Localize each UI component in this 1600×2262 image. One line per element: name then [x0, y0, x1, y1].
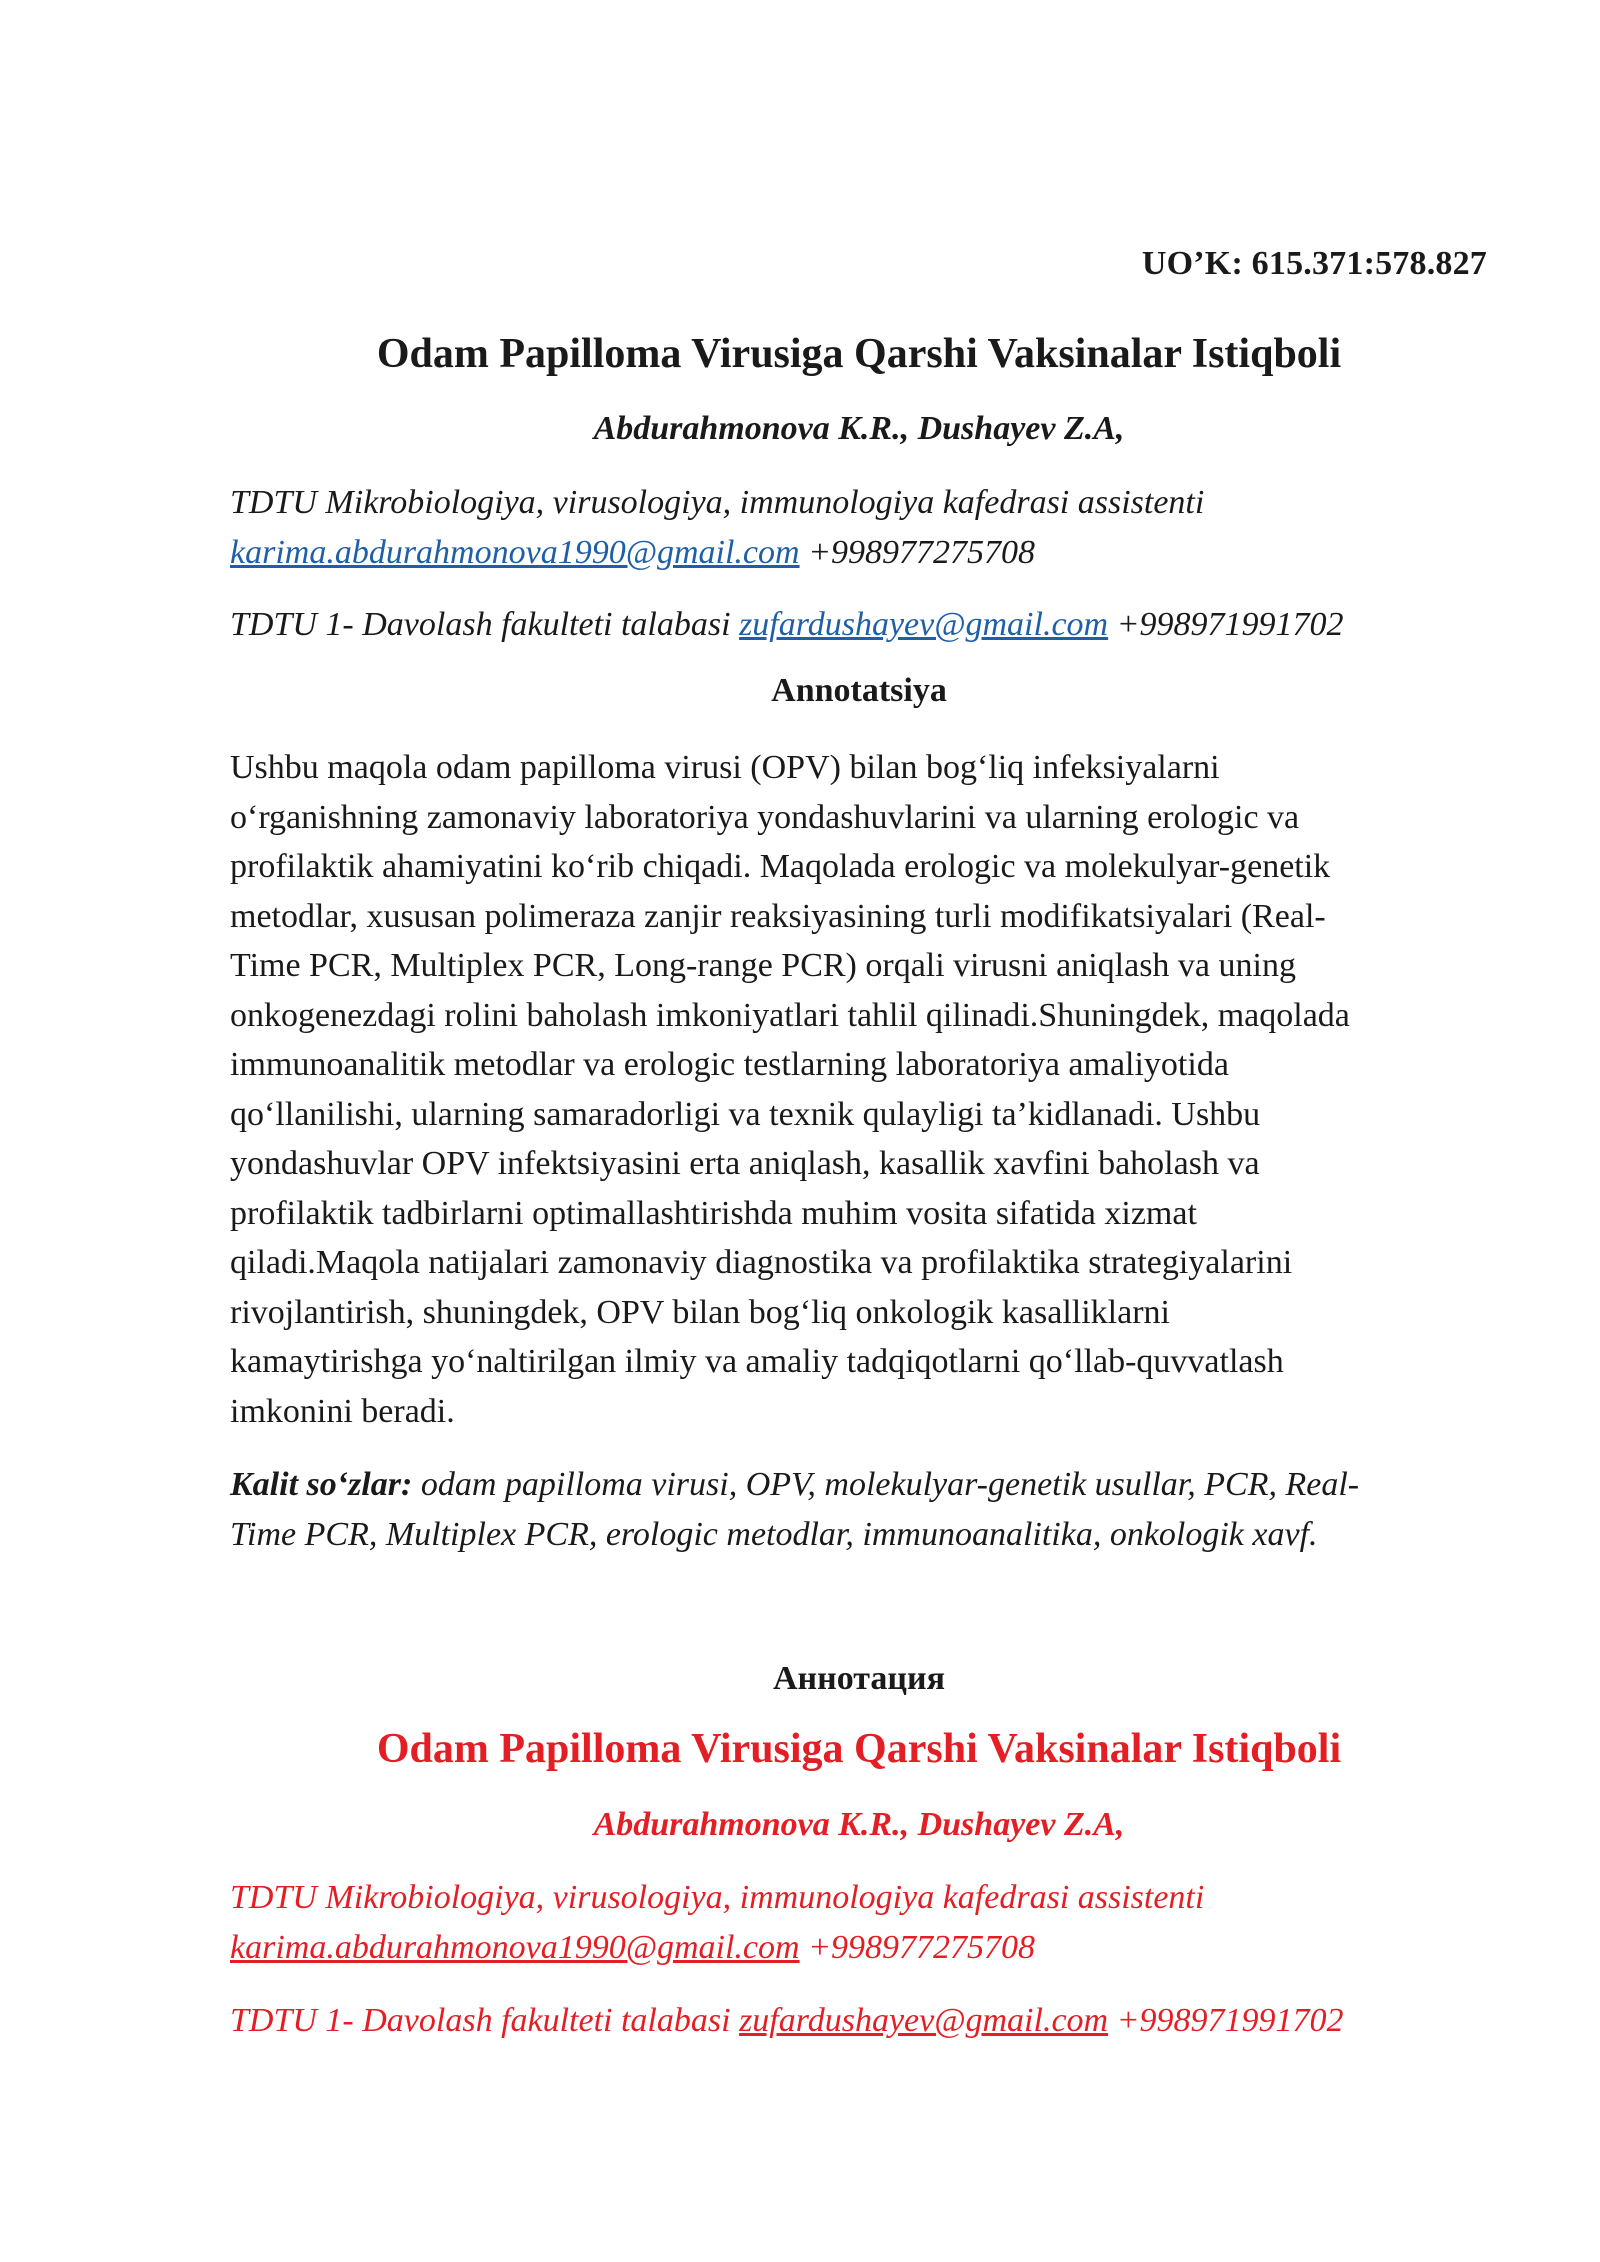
abstract-line: profilaktik tadbirlarni optimallashtirishda muhim vosita sifatida xizmat	[230, 1194, 1197, 1232]
authors-red: Abdurahmonova K.R., Dushayev Z.A,	[593, 1806, 1125, 1843]
affiliation-2-text-red: TDTU 1- Davolash fakulteti talabasi	[230, 2002, 740, 2039]
paper-title: Odam Papilloma Virusiga Qarshi Vaksinalar Istiqboli	[376, 331, 1342, 377]
keywords	[230, 1460, 1488, 1560]
affiliation-2	[230, 600, 1488, 650]
annotation-heading-ru: Аннотация	[773, 1660, 945, 1697]
email-link-2[interactable]: zufardushayev@gmail.com	[739, 606, 1109, 643]
abstract-line: Time PCR, Multiplex PCR, Long-range PCR) orqali virusni aniqlash va uning	[230, 947, 1296, 984]
abstract-line: rivojlantirish, shuningdek, OPV bilan bog‘liq onkologik kasalliklarni	[230, 1293, 1170, 1331]
affiliation-2-text: TDTU 1- Davolash fakulteti talabasi	[230, 606, 740, 643]
affiliation-1-text-red: TDTU Mikrobiologiya, virusologiya, immunologiya kafedrasi assistenti	[230, 1879, 1205, 1916]
keywords-line-1: odam papilloma virusi, OPV, molekulyar-genetik usullar, PCR, Real-	[412, 1466, 1360, 1503]
email-link-2-red[interactable]: zufardushayev@gmail.com	[739, 2002, 1109, 2039]
keywords-label: Kalit so‘zlar:	[230, 1466, 413, 1503]
abstract-line: o‘rganishning zamonaviy laboratoriya yondashuvlarini va ularning erologic va	[230, 798, 1300, 836]
abstract-line: yondashuvlar OPV infektsiyasini erta aniqlash, kasallik xavfini baholash va	[230, 1145, 1260, 1182]
affiliation-2-red	[230, 1996, 1488, 2046]
affiliation-1-red	[230, 1873, 1488, 1973]
phone-1: +998977275708	[799, 534, 1036, 571]
email-link-1[interactable]: karima.abdurahmonova1990@gmail.com	[230, 534, 800, 571]
abstract-line: metodlar, xususan polimeraza zanjir reaksiyasining turli modifikatsiyalari (Real-	[230, 897, 1326, 935]
annotation-heading: Annotatsiya	[771, 672, 947, 709]
abstract-line: qo‘llanilishi, ularning samaradorligi va texnik qulayligi ta’kidlanadi. Ushbu	[230, 1095, 1261, 1133]
abstract-line: kamaytirishga yo‘naltirilgan ilmiy va amaliy tadqiqotlarni qo‘llab-quvvatlash	[230, 1343, 1284, 1380]
udk-code: UO’K: 615.371:578.827	[1141, 245, 1487, 282]
paper-title-red: Odam Papilloma Virusiga Qarshi Vaksinalar Istiqboli	[376, 1726, 1342, 1772]
abstract-line: onkogenezdagi rolini baholash imkoniyatlari tahlil qilinadi.Shuningdek, maqolada	[230, 996, 1350, 1034]
phone-2: +998971991702	[1108, 606, 1344, 643]
email-link-1-red[interactable]: karima.abdurahmonova1990@gmail.com	[230, 1929, 800, 1966]
phone-2-red: +998971991702	[1108, 2002, 1344, 2039]
affiliation-1-text: TDTU Mikrobiologiya, virusologiya, immunologiya kafedrasi assistenti	[230, 484, 1205, 521]
abstract-line: immunoanalitik metodlar va erologic testlarning laboratoriya amaliyotida	[230, 1046, 1229, 1083]
abstract-line: imkonini beradi.	[230, 1392, 455, 1430]
abstract-line: profilaktik ahamiyatini ko‘rib chiqadi. Maqolada erologic va molekulyar-genetik	[230, 848, 1331, 885]
phone-1-red: +998977275708	[799, 1929, 1036, 1966]
abstract-line: Ushbu maqola odam papilloma virusi (OPV) bilan bog‘liq infeksiyalarni	[230, 749, 1220, 786]
affiliation-1	[230, 478, 1488, 578]
abstract-line: qiladi.Maqola natijalari zamonaviy diagnostika va profilaktika strategiyalarini	[230, 1244, 1293, 1281]
authors: Abdurahmonova K.R., Dushayev Z.A,	[593, 410, 1125, 447]
keywords-line-2: Time PCR, Multiplex PCR, erologic metodlar, immunoanalitika, onkologik xavf.	[230, 1516, 1318, 1553]
abstract-text	[230, 743, 1488, 1436]
